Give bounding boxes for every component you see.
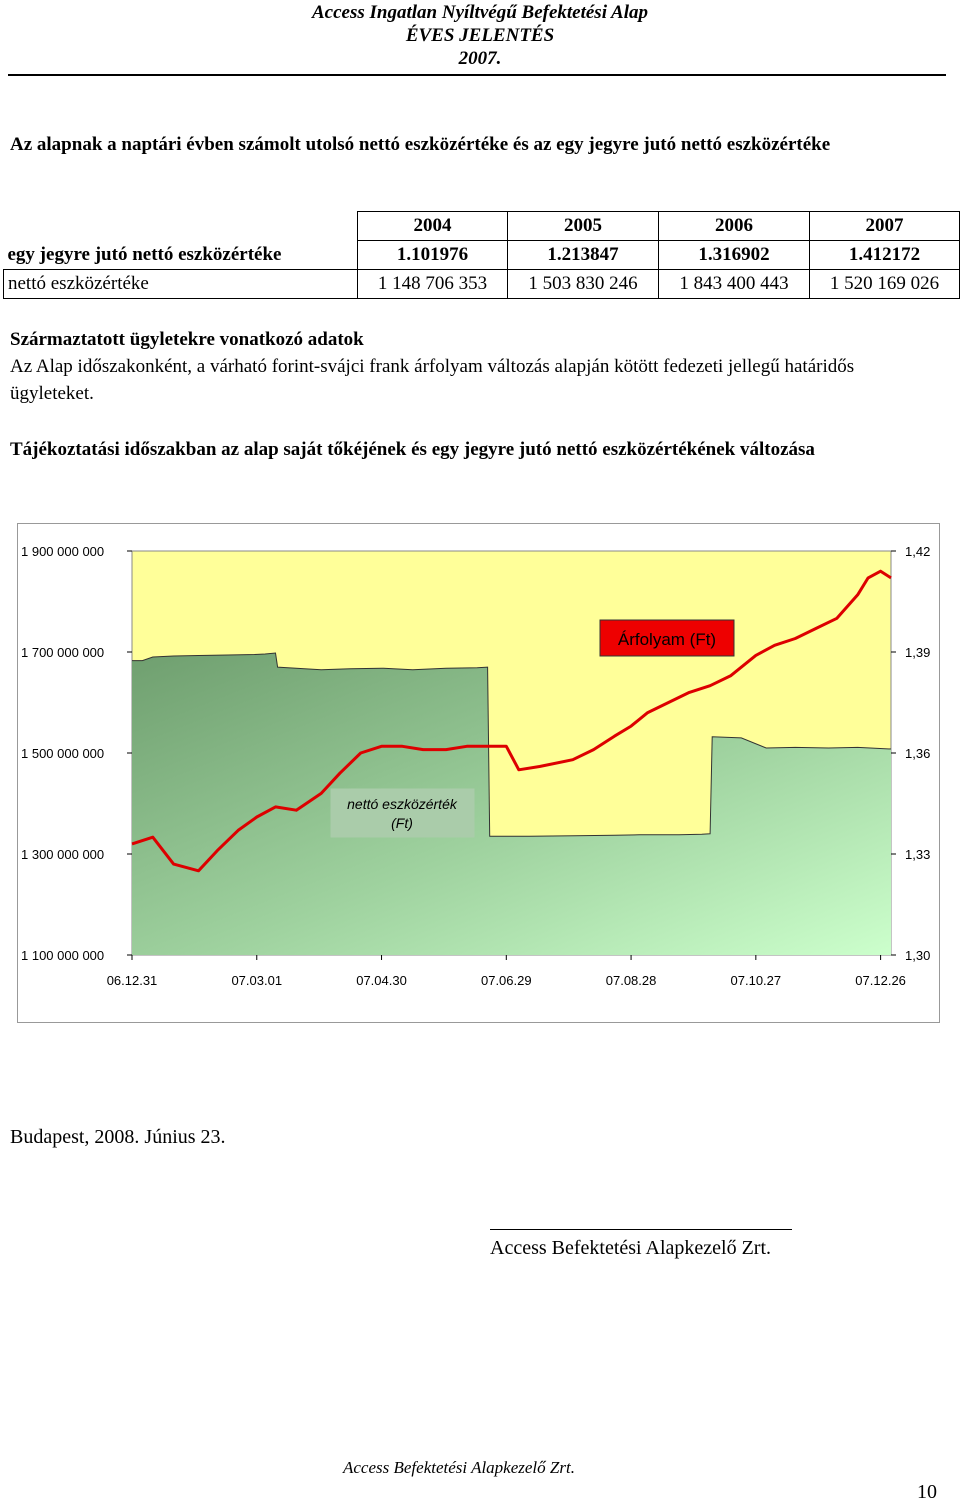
nav-table-year: 2006 — [659, 212, 810, 241]
x-tick-label: 07.03.01 — [231, 973, 283, 988]
nav-table-cell: 1 148 706 353 — [358, 270, 508, 299]
nav-table-cell: 1.101976 — [358, 241, 508, 270]
y-left-tick-label: 1 900 000 000 — [21, 544, 105, 559]
y-right-tick-label: 1,42 — [905, 544, 931, 559]
chart-frame — [17, 523, 940, 1023]
x-tick-label: 07.12.26 — [855, 973, 906, 988]
signatory: Access Befektetési Alapkezelő Zrt. — [490, 1237, 771, 1259]
price-series-label-text: Árfolyam (Ft) — [617, 630, 717, 649]
nav-table-year: 2007 — [810, 212, 960, 241]
nav-table-row — [4, 270, 960, 299]
nav-series-label-line2: (Ft) — [391, 815, 413, 831]
place-date: Budapest, 2008. Június 23. — [10, 1126, 226, 1148]
nav-section-title: Az alapnak a naptári évben számolt utolsó nettó eszközértéke és az egy jegyre jutó nettó eszközértéke — [10, 134, 831, 155]
header-fund-name: Access Ingatlan Nyíltvégű Befektetési Alap — [312, 2, 648, 23]
nav-table-corner — [4, 212, 358, 241]
page-number: 10 — [917, 1481, 937, 1503]
chart-section-title: Tájékoztatási időszakban az alap saját tőkéjének és egy jegyre jutó nettó eszközértékének változása — [10, 439, 815, 460]
nav-table-cell: 1 843 400 443 — [659, 270, 810, 299]
nav-chart — [18, 524, 939, 1022]
derivatives-text: Az Alap időszakonként, a várható forint-svájci frank árfolyam változás alapján kötött fedezeti jellegű határidős ügyleteket. — [10, 356, 855, 404]
nav-table-cell: 1.213847 — [508, 241, 659, 270]
nav-table-cell: 1.412172 — [810, 241, 960, 270]
nav-table — [3, 211, 960, 299]
nav-table-cell: 1 503 830 246 — [508, 270, 659, 299]
x-tick-label: 07.04.30 — [356, 973, 407, 988]
header-divider — [8, 74, 946, 76]
y-left-tick-label: 1 100 000 000 — [21, 948, 105, 963]
x-tick-label: 07.08.28 — [605, 973, 657, 988]
derivatives-title: Származtatott ügyletekre vonatkozó adatok — [10, 329, 364, 350]
nav-table-row — [4, 241, 960, 270]
y-right-tick-label: 1,39 — [905, 645, 931, 660]
nav-table-year: 2005 — [508, 212, 659, 241]
nav-series-label-line1: nettó eszközérték — [347, 796, 457, 812]
page-header — [0, 0, 960, 70]
y-right-tick-label: 1,30 — [905, 948, 931, 963]
nav-table-cell: 1 520 169 026 — [810, 270, 960, 299]
price-series-label — [600, 620, 734, 656]
signature-line — [490, 1229, 792, 1230]
header-report-title: ÉVES JELENTÉS — [405, 25, 555, 46]
y-right-tick-label: 1,33 — [905, 847, 931, 862]
nav-table-row-label: nettó eszközértéke — [4, 270, 358, 299]
header-year: 2007. — [458, 48, 502, 69]
x-tick-label: 07.10.27 — [730, 973, 782, 988]
y-right-tick-label: 1,36 — [905, 746, 931, 761]
nav-table-row-label: egy jegyre jutó nettó eszközértéke — [7, 243, 282, 265]
nav-table-cell: 1.316902 — [659, 241, 810, 270]
nav-series-label — [331, 789, 474, 837]
x-tick-label: 07.06.29 — [480, 973, 532, 988]
nav-table-year: 2004 — [358, 212, 508, 241]
x-tick-label: 06.12.31 — [106, 973, 158, 988]
y-left-tick-label: 1 700 000 000 — [21, 645, 105, 660]
nav-table-header-row — [4, 212, 960, 241]
y-left-tick-label: 1 300 000 000 — [21, 847, 105, 862]
footer-company: Access Befektetési Alapkezelő Zrt. — [343, 1458, 575, 1477]
y-left-tick-label: 1 500 000 000 — [21, 746, 105, 761]
